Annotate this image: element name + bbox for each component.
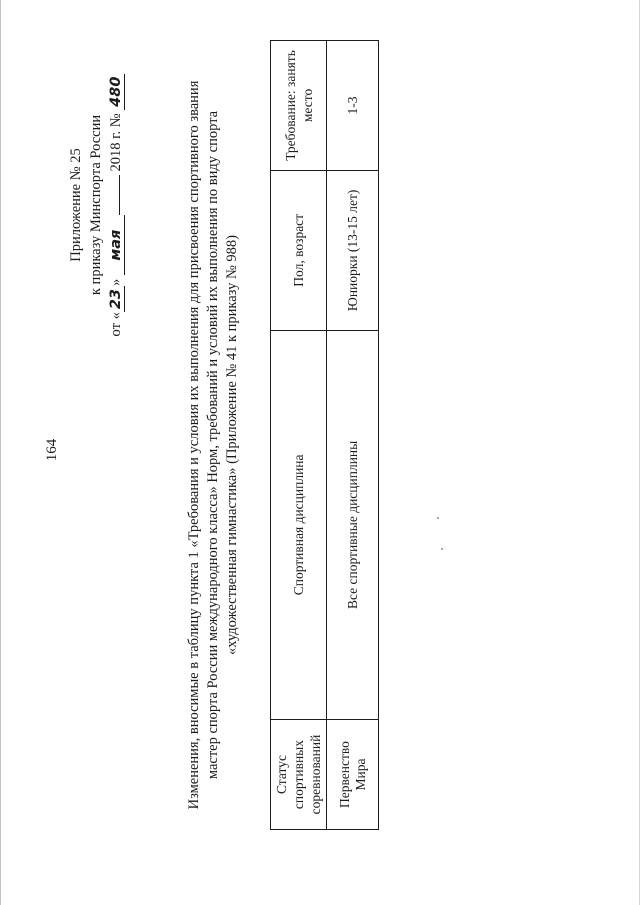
scan-speck	[437, 517, 439, 519]
header-required-place: Требование: занять место	[271, 41, 327, 171]
cell-gender-age: Юниорки (13-15 лет)	[327, 170, 379, 330]
cell-competition-status: Первенство Мира	[327, 720, 379, 830]
year-and-number-label: 2018 г. №	[108, 113, 124, 172]
handwritten-order-number: 480	[108, 74, 125, 110]
intro-line-3: «художественная гимнастика» (Приложение № 41 к приказу № 988)	[224, 234, 240, 656]
requirements-table	[270, 40, 379, 830]
page-number: 164	[44, 438, 60, 462]
cell-sport-discipline: Все спортивные дисциплины	[327, 330, 379, 719]
intro-line-2: мастер спорта России международного класса» Норм, требований и условий их выполнения по виду спорта	[205, 110, 221, 780]
appendix-date-line	[106, 35, 126, 375]
appendix-header	[66, 35, 126, 375]
table-row	[327, 41, 379, 830]
appendix-order-ref: к приказу Минспорта России	[88, 114, 104, 296]
scan-speck	[441, 548, 443, 550]
day-suffix: »	[108, 278, 124, 286]
appendix-title: Приложение № 25	[68, 148, 84, 262]
cell-required-place: 1-3	[327, 41, 379, 171]
intro-line-1: Изменения, вносимые в таблицу пункта 1 «Требования и условия их выполнения для присвоения спортивного звания	[186, 80, 202, 810]
header-gender-age: Пол, возраст	[271, 170, 327, 330]
table-header-row	[271, 41, 327, 830]
header-sport-discipline: Спортивная дисциплина	[271, 330, 327, 719]
date-prefix: от «	[108, 312, 124, 337]
intro-paragraph	[185, 65, 242, 825]
header-competition-status: Статус спортивных соревнований	[271, 720, 327, 830]
handwritten-month: мая	[108, 215, 125, 275]
handwritten-day: 23	[108, 286, 125, 312]
blank-underline	[119, 175, 120, 215]
